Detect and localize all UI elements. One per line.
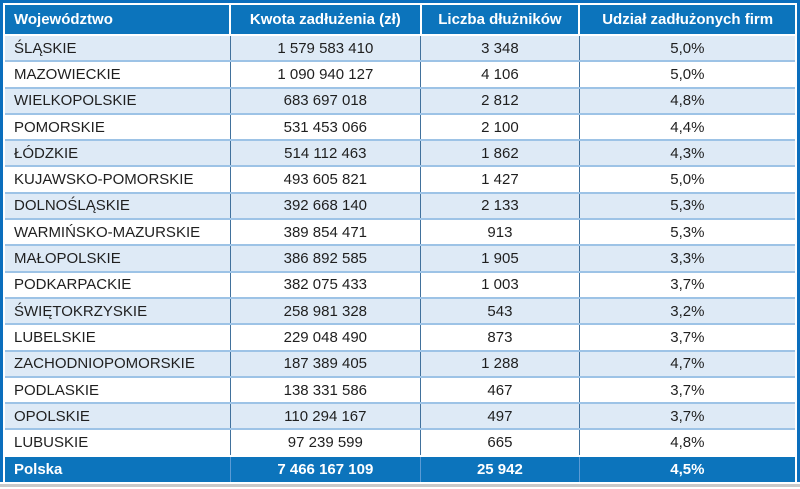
total-share-cell: 4,5% [579,456,795,482]
region-cell: POMORSKIE [5,114,230,140]
debt-amount-cell: 392 668 140 [230,193,420,219]
debt-amount-cell: 97 239 599 [230,429,420,455]
table-row [5,324,795,350]
debt-share-cell: 4,8% [579,429,795,455]
debtors-count-cell: 1 905 [421,245,580,271]
table-row [5,377,795,403]
debt-share-cell: 5,0% [579,35,795,61]
debt-share-cell: 3,2% [579,298,795,324]
region-cell: ŁÓDZKIE [5,140,230,166]
debt-share-cell: 3,7% [579,403,795,429]
debt-amount-cell: 138 331 586 [230,377,420,403]
table-row [5,166,795,192]
debtors-count-cell: 665 [421,429,580,455]
debt-amount-cell: 389 854 471 [230,219,420,245]
debtors-count-cell: 497 [421,403,580,429]
debtors-count-cell: 2 133 [421,193,580,219]
table-row [5,140,795,166]
region-cell: WIELKOPOLSKIE [5,88,230,114]
debtors-count-cell: 543 [421,298,580,324]
debt-amount-cell: 1 579 583 410 [230,35,420,61]
table-row [5,114,795,140]
debt-share-cell: 5,3% [579,193,795,219]
debtors-count-cell: 1 862 [421,140,580,166]
debtors-count-cell: 4 106 [421,61,580,87]
debt-amount-cell: 229 048 490 [230,324,420,350]
debt-share-cell: 3,7% [579,272,795,298]
total-debtors-cell: 25 942 [421,456,580,482]
debtors-count-cell: 1 288 [421,351,580,377]
debt-amount-cell: 187 389 405 [230,351,420,377]
debt-share-cell: 3,7% [579,324,795,350]
column-header-udzial-zadluzonych-firm: Udział zadłużonych firm [579,5,795,35]
total-debt-cell: 7 466 167 109 [230,456,420,482]
debt-share-cell: 5,0% [579,166,795,192]
table-row [5,35,795,61]
debt-amount-cell: 493 605 821 [230,166,420,192]
region-cell: DOLNOŚLĄSKIE [5,193,230,219]
table-row [5,351,795,377]
table-body [5,35,795,456]
column-header-liczba-dluznikow: Liczba dłużników [421,5,580,35]
region-cell: ŚWIĘTOKRZYSKIE [5,298,230,324]
column-header-kwota-zadluzenia: Kwota zadłużenia (zł) [230,5,420,35]
region-cell: OPOLSKIE [5,403,230,429]
debtors-count-cell: 467 [421,377,580,403]
debt-share-cell: 4,3% [579,140,795,166]
table-row [5,193,795,219]
debt-amount-cell: 258 981 328 [230,298,420,324]
table-row [5,219,795,245]
table-row [5,61,795,87]
table-row [5,429,795,455]
debt-amount-cell: 386 892 585 [230,245,420,271]
table-row [5,272,795,298]
debt-amount-cell: 1 090 940 127 [230,61,420,87]
debt-amount-cell: 110 294 167 [230,403,420,429]
debt-amount-cell: 514 112 463 [230,140,420,166]
debtors-count-cell: 2 100 [421,114,580,140]
table-row [5,88,795,114]
table-row [5,298,795,324]
debt-share-cell: 4,7% [579,351,795,377]
debt-share-cell: 4,4% [579,114,795,140]
debtors-count-cell: 913 [421,219,580,245]
table-row [5,403,795,429]
region-cell: PODKARPACKIE [5,272,230,298]
debtors-count-cell: 2 812 [421,88,580,114]
table-row [5,245,795,271]
debt-amount-cell: 531 453 066 [230,114,420,140]
debt-share-cell: 5,0% [579,61,795,87]
debtors-count-cell: 3 348 [421,35,580,61]
table-header-row [5,5,795,35]
debt-share-cell: 4,8% [579,88,795,114]
debt-amount-cell: 382 075 433 [230,272,420,298]
debt-share-cell: 3,3% [579,245,795,271]
column-header-wojewodztwo: Województwo [5,5,230,35]
region-cell: MAŁOPOLSKIE [5,245,230,271]
region-cell: LUBELSKIE [5,324,230,350]
region-cell: LUBUSKIE [5,429,230,455]
regional-debt-table [5,5,795,482]
debtors-count-cell: 873 [421,324,580,350]
region-cell: WARMIŃSKO-MAZURSKIE [5,219,230,245]
total-label-cell: Polska [5,456,230,482]
debt-share-cell: 5,3% [579,219,795,245]
debtors-count-cell: 1 003 [421,272,580,298]
debt-amount-cell: 683 697 018 [230,88,420,114]
region-cell: KUJAWSKO-POMORSKIE [5,166,230,192]
bottom-shadow-line [0,484,800,487]
debt-share-cell: 3,7% [579,377,795,403]
region-cell: ŚLĄSKIE [5,35,230,61]
region-cell: ZACHODNIOPOMORSKIE [5,351,230,377]
region-cell: PODLASKIE [5,377,230,403]
region-cell: MAZOWIECKIE [5,61,230,87]
debtors-count-cell: 1 427 [421,166,580,192]
table-total-row [5,456,795,482]
